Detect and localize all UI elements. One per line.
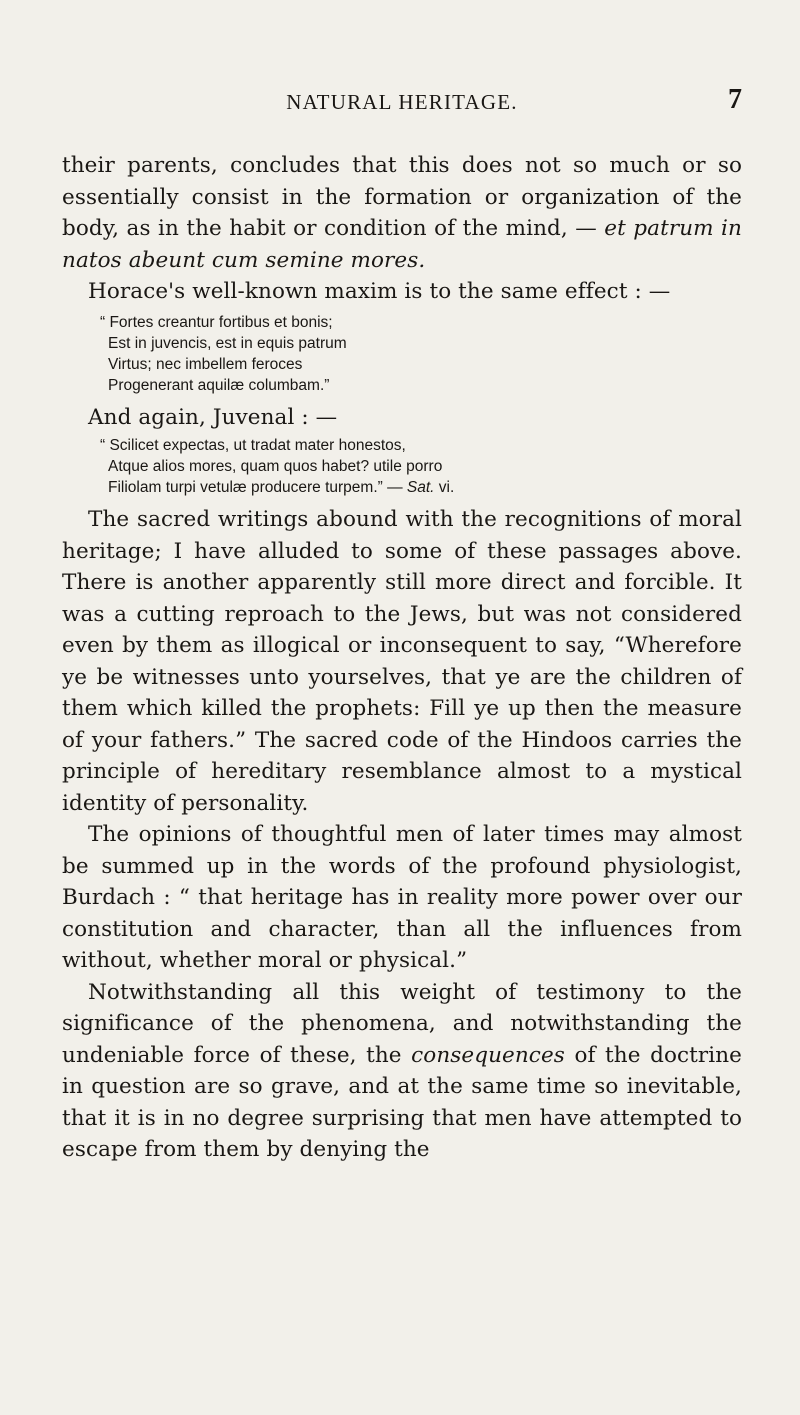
verse-line: “ Fortes creantur fortibus et bonis; — [100, 313, 333, 331]
paragraph-5: The opinions of thoughtful men of later times may almost be summed up in the words of the profound physiologist, Burdach : “ that heritage has in reality more power over our constitution and character, than all the influences from without, whether moral or physical.” — [62, 822, 742, 973]
paragraph-1-text: their parents, concludes that this does not so much or so essentially consist in the formation or organization of the body, as in the habit or condition of the mind, — — [62, 153, 742, 241]
paragraph-3: And again, Juvenal : — — [88, 404, 338, 430]
paragraph-6 — [62, 977, 742, 1166]
verse-line: Est in juvencis, est in equis patrum — [108, 334, 347, 352]
paragraph-4: The sacred writings abound with the recognitions of moral heritage; I have alluded to some of these passages above. There is another apparently still more direct and forcible. It was a cutting reproach to the Jews, but was not considered even by them as illogical or inconsequent to say, “Wherefore ye be witnesses unto yourselves, that ye are the children of them which killed the prophets: Fill ye up then the measure of your fathers.” The sacred code of the Hindoos carries the principle of hereditary resemblance almost to a mystical identity of personality. — [62, 507, 742, 816]
running-title: NATURAL HERITAGE. — [286, 90, 518, 114]
verse-line: Virtus; nec imbellem feroces — [108, 355, 303, 373]
verse-source-italic: Sat. — [406, 479, 435, 496]
consequences-italic: consequences — [411, 1042, 565, 1068]
latin-quote-italic: et patrum in natos abeunt cum semine mores. — [62, 216, 742, 273]
paragraph-2: Horace's well-known maxim is to the same effect : — — [88, 279, 671, 304]
paragraph-1 — [62, 150, 742, 276]
verse-line: Atque alios mores, quam quos habet? utile porro — [108, 458, 443, 475]
paragraph-6-text-b: of the doctrine in question are so grave, and at the same time so inevitable, that it is in no degree surprising that men have attempted to escape from them by denying the — [62, 1042, 743, 1162]
verse-line: “ Scilicet expectas, ut tradat mater honestos, — [100, 437, 406, 454]
verse-horace — [100, 312, 742, 396]
verse-line-text: Filiolam turpi vetulæ producere turpem.” — — [108, 479, 407, 496]
verse-line — [108, 477, 742, 498]
paragraph-6-text-a: Notwithstanding all this weight of testimony to the significance of the phenomena, and notwithstanding the undeniable force of these, the — [62, 979, 742, 1068]
verse-line: Progenerant aquilæ columbam.” — [108, 376, 330, 394]
verse-source-number: vi. — [434, 479, 455, 496]
body-text — [62, 150, 742, 1166]
verse-juvenal — [100, 435, 742, 498]
page-number: 7 — [728, 84, 742, 115]
running-head — [62, 84, 742, 122]
